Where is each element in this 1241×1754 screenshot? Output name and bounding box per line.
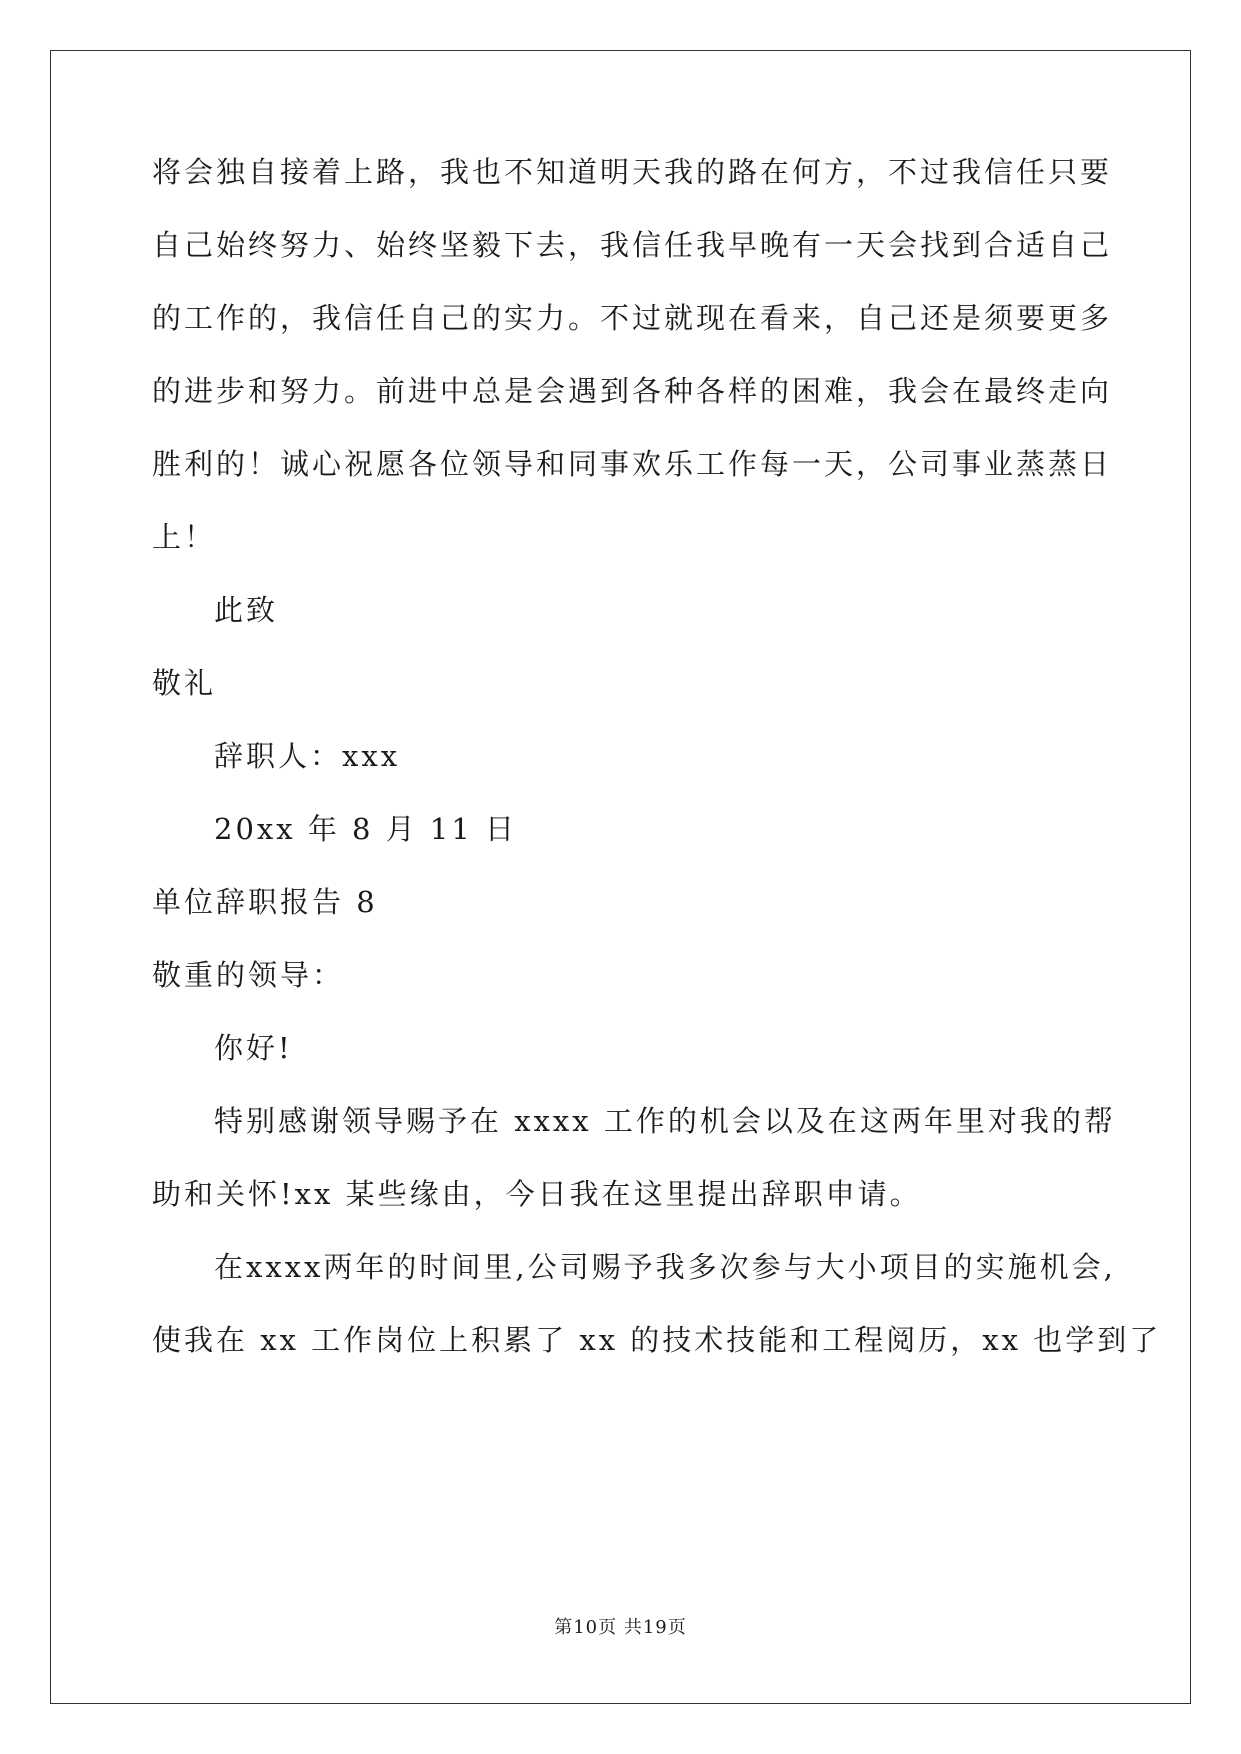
greeting-addressee: 敬重的领导： xyxy=(152,958,345,992)
paragraph-line: 将会独自接着上路，我也不知道明天我的路在何方，不过我信任只要 xyxy=(152,155,1113,189)
paragraph-line: 上！ xyxy=(152,520,217,554)
closing-regards: 敬礼 xyxy=(152,666,217,700)
paragraph-line: 助和关怀!xx 某些缘由，今日我在这里提出辞职申请。 xyxy=(152,1177,922,1211)
paragraph-line: 胜利的！诚心祝愿各位领导和同事欢乐工作每一天，公司事业蒸蒸日 xyxy=(152,447,1113,481)
paragraph-line: 的进步和努力。前进中总是会遇到各种各样的困难，我会在最终走向 xyxy=(152,374,1113,408)
page-number: 第10页 共19页 xyxy=(554,1617,687,1638)
paragraph-line: 自己始终努力、始终坚毅下去，我信任我早晚有一天会找到合适自己 xyxy=(152,228,1113,262)
section-title: 单位辞职报告 8 xyxy=(152,885,378,919)
paragraph-line: 使我在 xx 工作岗位上积累了 xx 的技术技能和工程阅历，xx 也学到了 xyxy=(152,1323,1162,1357)
signature-name: 辞职人：xxx xyxy=(214,739,401,773)
paragraph-line: 特别感谢领导赐予在 xxxx 工作的机会以及在这两年里对我的帮 xyxy=(214,1104,1116,1138)
paragraph-line: 的工作的，我信任自己的实力。不过就现在看来，自己还是须要更多 xyxy=(152,301,1113,335)
paragraph-line: 在xxxx两年的时间里,公司赐予我多次参与大小项目的实施机会, xyxy=(214,1250,1116,1284)
closing-salutation: 此致 xyxy=(214,593,279,627)
greeting: 你好! xyxy=(214,1031,293,1065)
signature-date: 20xx 年 8 月 11 日 xyxy=(214,812,518,846)
